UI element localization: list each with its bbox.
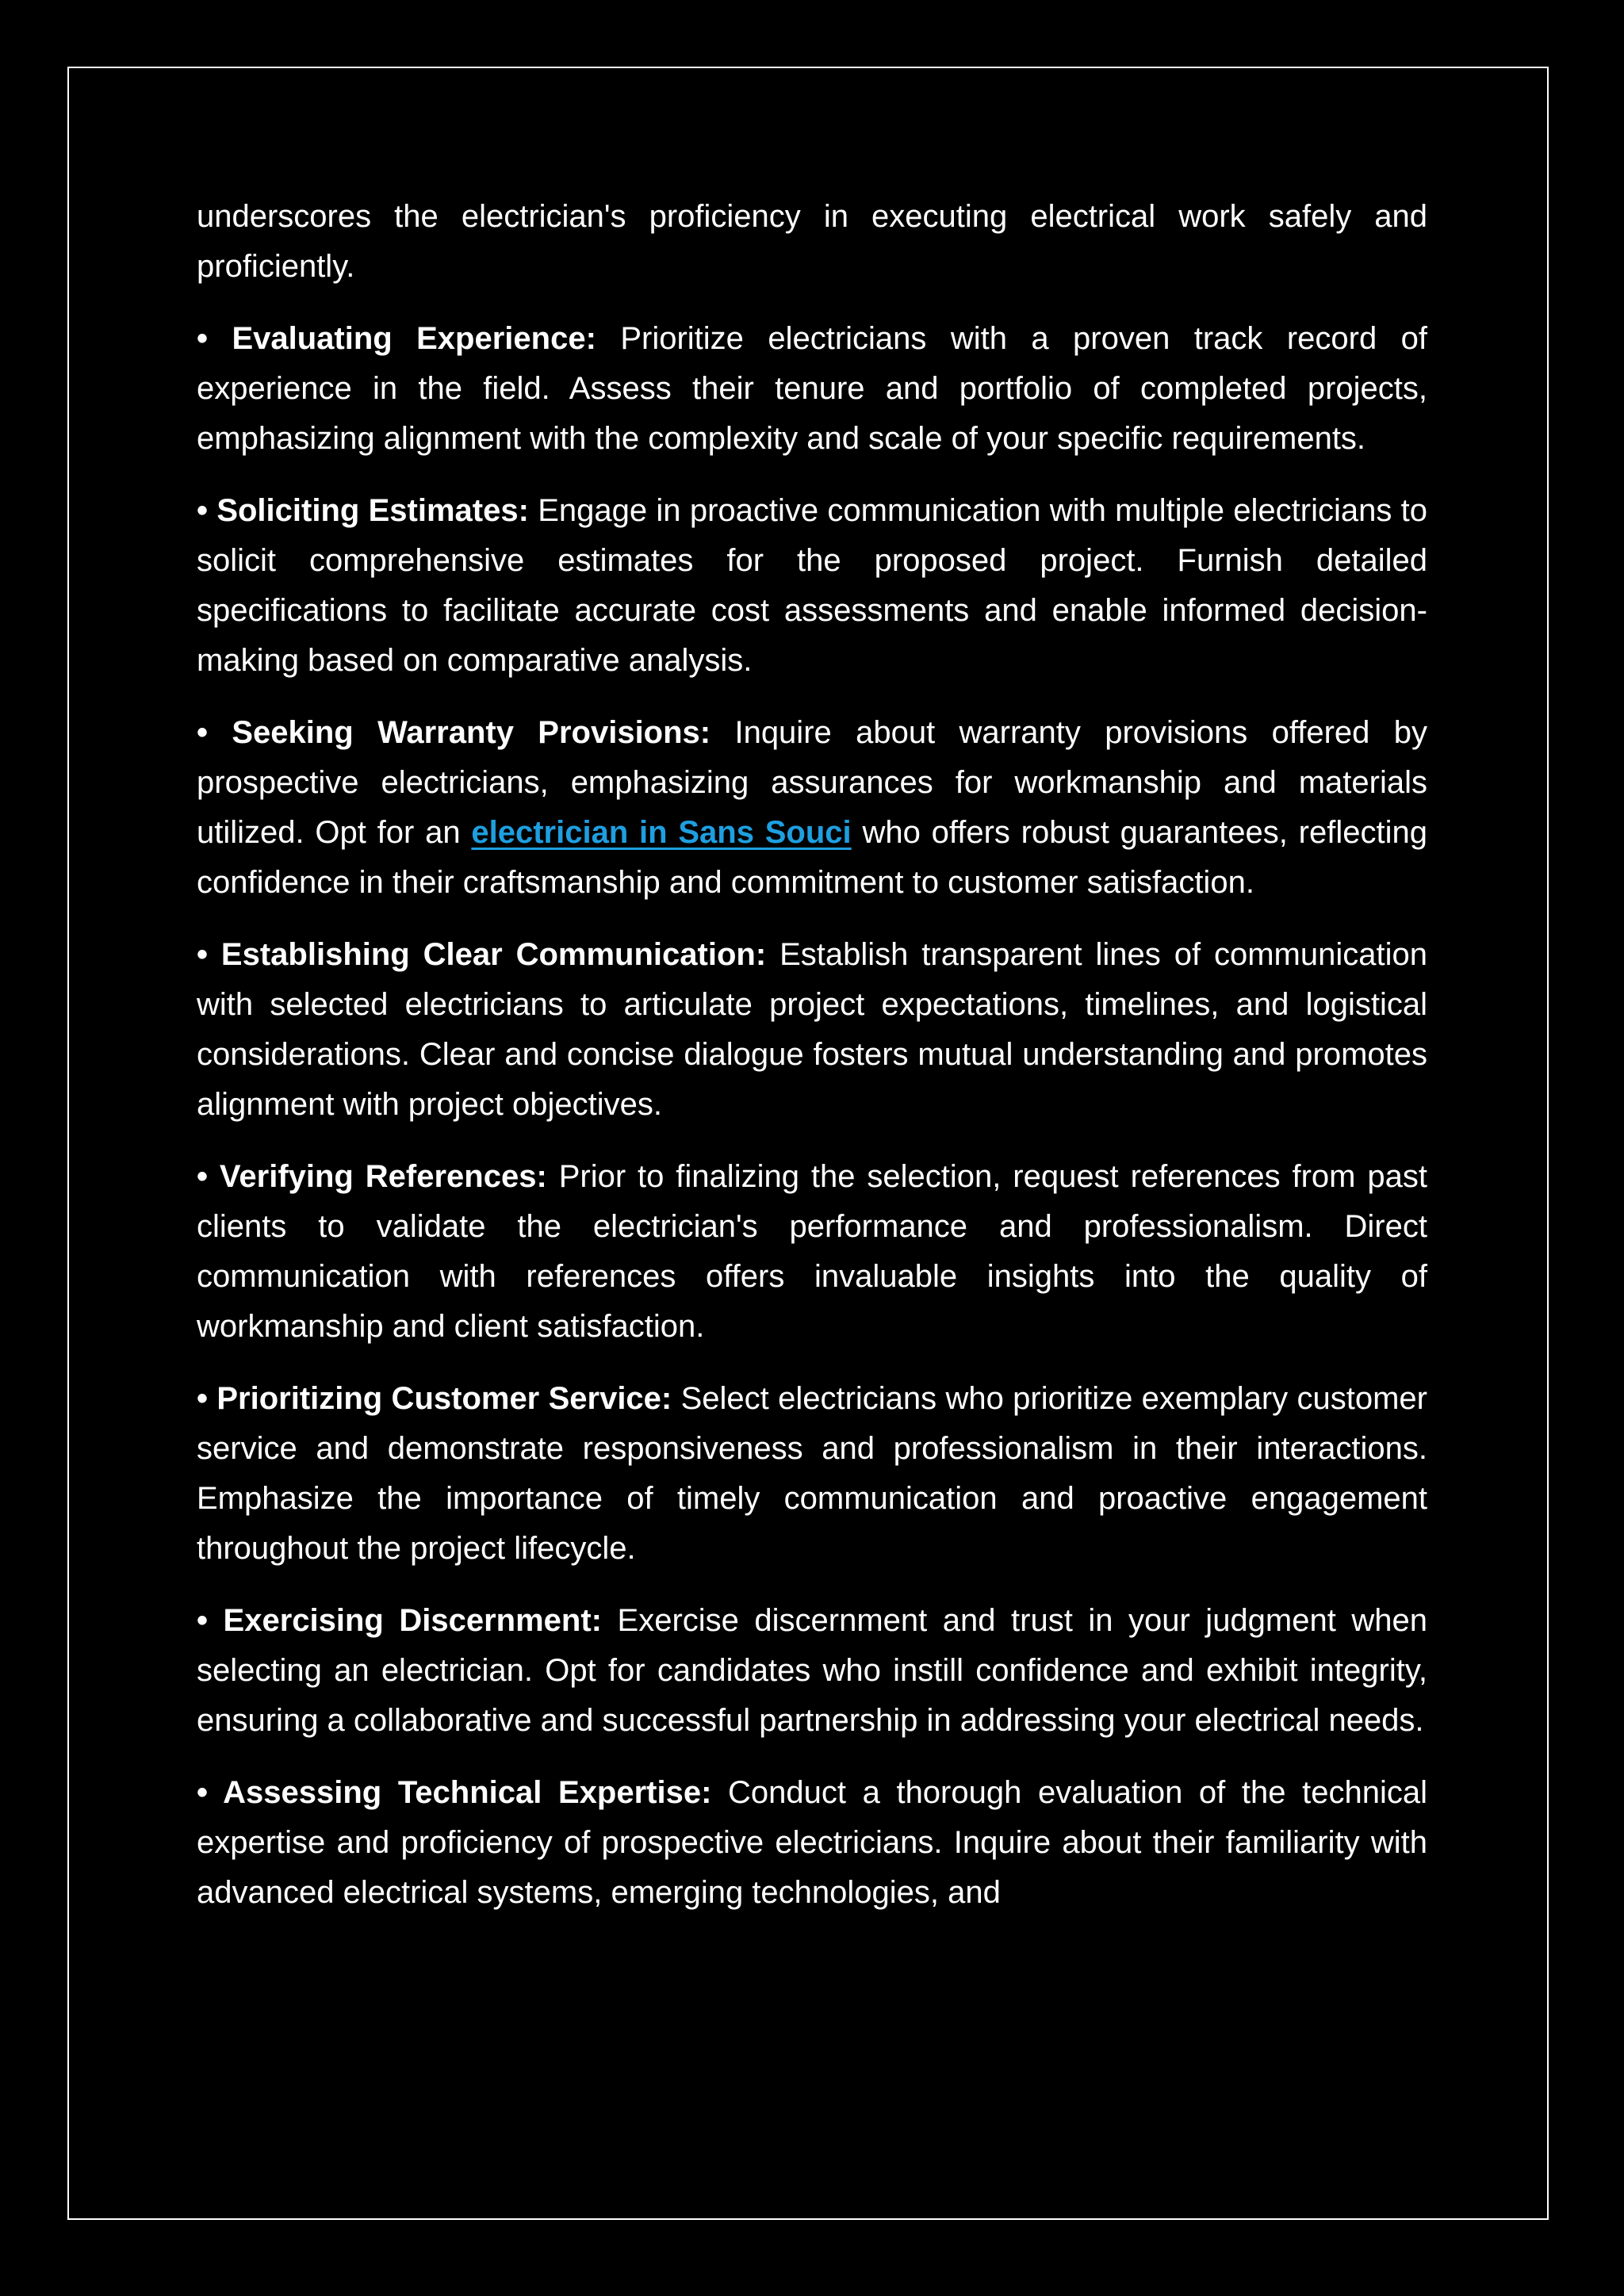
bullet-icon: •: [197, 1775, 209, 1810]
bullet-icon: •: [197, 493, 209, 528]
bullet-icon: •: [197, 1603, 209, 1638]
bullet-heading: • Prioritizing Customer Service:: [197, 1381, 672, 1416]
bullet-text: Prior to finalizing the selection, request references from past clients to validate the electrician's performance and professionalism. Direct communication with references offers invaluable insights into the quality of workmanship and client satisfaction.: [197, 1159, 1427, 1344]
bullet-icon: •: [197, 715, 209, 750]
bullet-icon: •: [197, 937, 209, 972]
list-item-clear-communication: [197, 930, 1427, 1130]
document-body: [197, 192, 1427, 1940]
list-item-soliciting-estimates: [197, 486, 1427, 686]
bullet-heading: • Establishing Clear Communication:: [197, 937, 767, 972]
bullet-heading: • Seeking Warranty Provisions:: [197, 715, 711, 750]
bullet-heading: • Assessing Technical Expertise:: [197, 1775, 712, 1810]
intro-text: underscores the electrician's proficiency in executing electrical work safely and proficiently.: [197, 199, 1427, 284]
bullet-text-before-link: Inquire about warranty provisions offered by prospective electricians, emphasizing assurances for workmanship and materials utilized. Opt for an: [197, 715, 1427, 850]
bullet-heading: • Verifying References:: [197, 1159, 547, 1194]
bullet-icon: •: [197, 1159, 209, 1194]
bullet-text: Exercise discernment and trust in your judgment when selecting an electrician. Opt for candidates who instill confidence and exhibit integrity, ensuring a collaborative and successful partnership in addressing your electrical needs.: [197, 1603, 1427, 1738]
electrician-link[interactable]: electrician in Sans Souci: [471, 815, 852, 850]
bullet-text: Establish transparent lines of communication with selected electricians to articulate project expectations, timelines, and logistical considerations. Clear and concise dialogue fosters mutual understanding and promotes alignment with project objectives.: [197, 937, 1427, 1122]
intro-continuation: [197, 192, 1427, 292]
bullet-icon: •: [197, 1381, 209, 1416]
bullet-icon: •: [197, 321, 209, 356]
bullet-text: Prioritize electricians with a proven track record of experience in the field. Assess their tenure and portfolio of completed projects, emphasizing alignment with the complexity and scale of your specific requirements.: [197, 321, 1427, 456]
list-item-seeking-warranty: [197, 708, 1427, 908]
bullet-text: Engage in proactive communication with multiple electricians to solicit comprehensive estimates for the proposed project. Furnish detailed specifications to facilitate accurate cost assessments and enable informed decision-making based on comparative analysis.: [197, 493, 1428, 678]
list-item-verifying-references: [197, 1152, 1427, 1352]
bullet-heading: • Soliciting Estimates:: [197, 493, 529, 528]
list-item-customer-service: [197, 1374, 1427, 1574]
bullet-heading: • Exercising Discernment:: [197, 1603, 602, 1638]
list-item-evaluating-experience: [197, 314, 1427, 464]
list-item-technical-expertise: [197, 1768, 1427, 1918]
list-item-exercising-discernment: [197, 1596, 1427, 1746]
bullet-text-after-link: who offers robust guarantees, reflecting confidence in their craftsmanship and commitment to customer satisfaction.: [197, 815, 1427, 900]
bullet-heading: • Evaluating Experience:: [197, 321, 596, 356]
bullet-text: Conduct a thorough evaluation of the technical expertise and proficiency of prospective electricians. Inquire about their familiarity with advanced electrical systems, emerging technologies, and: [197, 1775, 1427, 1910]
bullet-text: Select electricians who prioritize exemplary customer service and demonstrate responsiveness and professionalism in their interactions. Emphasize the importance of timely communication and proactive engagement throughout the project lifecycle.: [197, 1381, 1427, 1566]
